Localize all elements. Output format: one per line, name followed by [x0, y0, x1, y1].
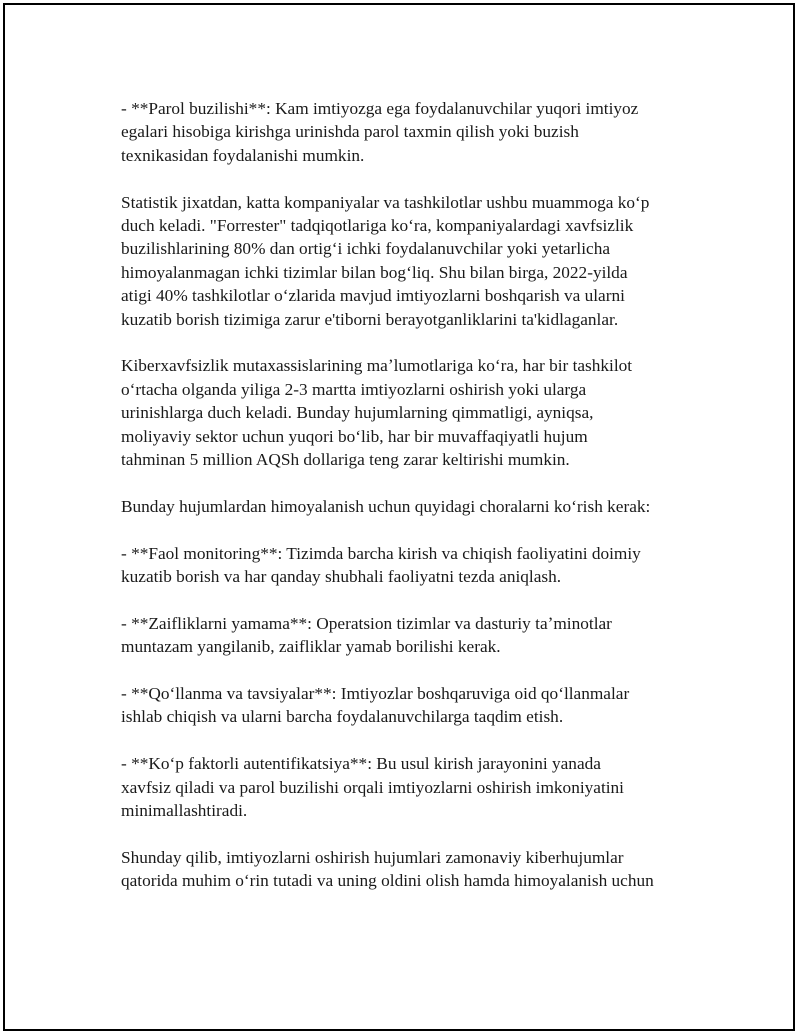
- text-line: - **Faol monitoring**: Tizimda barcha kirish va chiqish faoliyatini doimiy: [121, 543, 641, 563]
- text-line: egalari hisobiga kirishga urinishda parol taxmin qilish yoki buzish: [121, 122, 579, 142]
- text-line: buzilishlarining 80% dan ortigʻi ichki foydalanuvchilar yoki yetarlicha: [121, 239, 611, 259]
- text-line: - **Parol buzilishi**: Kam imtiyozga ega foydalanuvchilar yuqori imtiyoz: [121, 99, 639, 118]
- paragraph-mfa: [121, 752, 701, 822]
- paragraph-measures-intro: [121, 495, 701, 518]
- text-line: - **Koʻp faktorli autentifikatsiya**: Bu usul kirish jarayonini yanada: [121, 754, 601, 774]
- text-line: minimallashtiradi.: [121, 801, 248, 821]
- text-line: atigi 40% tashkilotlar oʻzlarida mavjud imtiyozlarni boshqarish va ularni: [121, 286, 625, 306]
- text-line: Kiberxavfsizlik mutaxassislarining maʼlumotlariga koʻra, har bir tashkilot: [121, 356, 633, 376]
- text-line: moliyaviy sektor uchun yuqori boʻlib, har bir muvaffaqiyatli hujum: [121, 426, 588, 446]
- text-line: duch keladi. "Forrester" tadqiqotlariga koʻra, kompaniyalardagi xavfsizlik: [121, 216, 634, 236]
- text-line: xavfsiz qiladi va parol buzilishi orqali imtiyozlarni oshirish imkoniyatini: [121, 777, 624, 797]
- text-line: himoyalanmagan ichki tizimlar bilan bogʻliq. Shu bilan birga, 2022-yilda: [121, 262, 628, 282]
- text-line: qatorida muhim oʻrin tutadi va uning oldini olish hamda himoyalanish uchun: [121, 871, 654, 891]
- text-line: - **Qoʻllanma va tavsiyalar**: Imtiyozlar boshqaruviga oid qoʻllanmalar: [121, 684, 630, 704]
- paragraph-conclusion: [121, 846, 701, 893]
- text-line: Statistik jixatdan, katta kompaniyalar va tashkilotlar ushbu muammoga koʻp: [121, 192, 650, 212]
- document-body: [121, 97, 701, 916]
- paragraph-statistics: [121, 191, 701, 331]
- text-line: urinishlarga duch keladi. Bunday hujumlarning qimmatligi, ayniqsa,: [121, 403, 594, 423]
- text-line: muntazam yangilanib, zaifliklar yamab borilishi kerak.: [121, 637, 501, 657]
- paragraph-parol-buzilishi: [121, 97, 701, 167]
- text-line: kuzatib borish tizimiga zarur e'tiborni berayotganliklarini ta'kidlaganlar.: [121, 309, 619, 329]
- text-line: ishlab chiqish va ularni barcha foydalanuvchilarga taqdim etish.: [121, 707, 564, 727]
- page-frame: [3, 3, 795, 1031]
- paragraph-experts: [121, 354, 701, 471]
- text-line: oʻrtacha olganda yiliga 2-3 martta imtiyozlarni oshirish yoki ularga: [121, 379, 587, 399]
- text-line: Bunday hujumlardan himoyalanish uchun quyidagi choralarni koʻrish kerak:: [121, 496, 651, 516]
- paragraph-faol-monitoring: [121, 542, 701, 589]
- text-line: tahminan 5 million AQSh dollariga teng zarar keltirishi mumkin.: [121, 450, 570, 470]
- text-line: texnikasidan foydalanishi mumkin.: [121, 145, 365, 165]
- text-line: kuzatib borish va har qanday shubhali faoliyatni tezda aniqlash.: [121, 567, 562, 587]
- text-line: Shunday qilib, imtiyozlarni oshirish hujumlari zamonaviy kiberhujumlar: [121, 847, 624, 867]
- paragraph-zaifliklarni-yamama: [121, 612, 701, 659]
- paragraph-qollanma: [121, 682, 701, 729]
- text-line: - **Zaifliklarni yamama**: Operatsion tizimlar va dasturiy taʼminotlar: [121, 613, 612, 633]
